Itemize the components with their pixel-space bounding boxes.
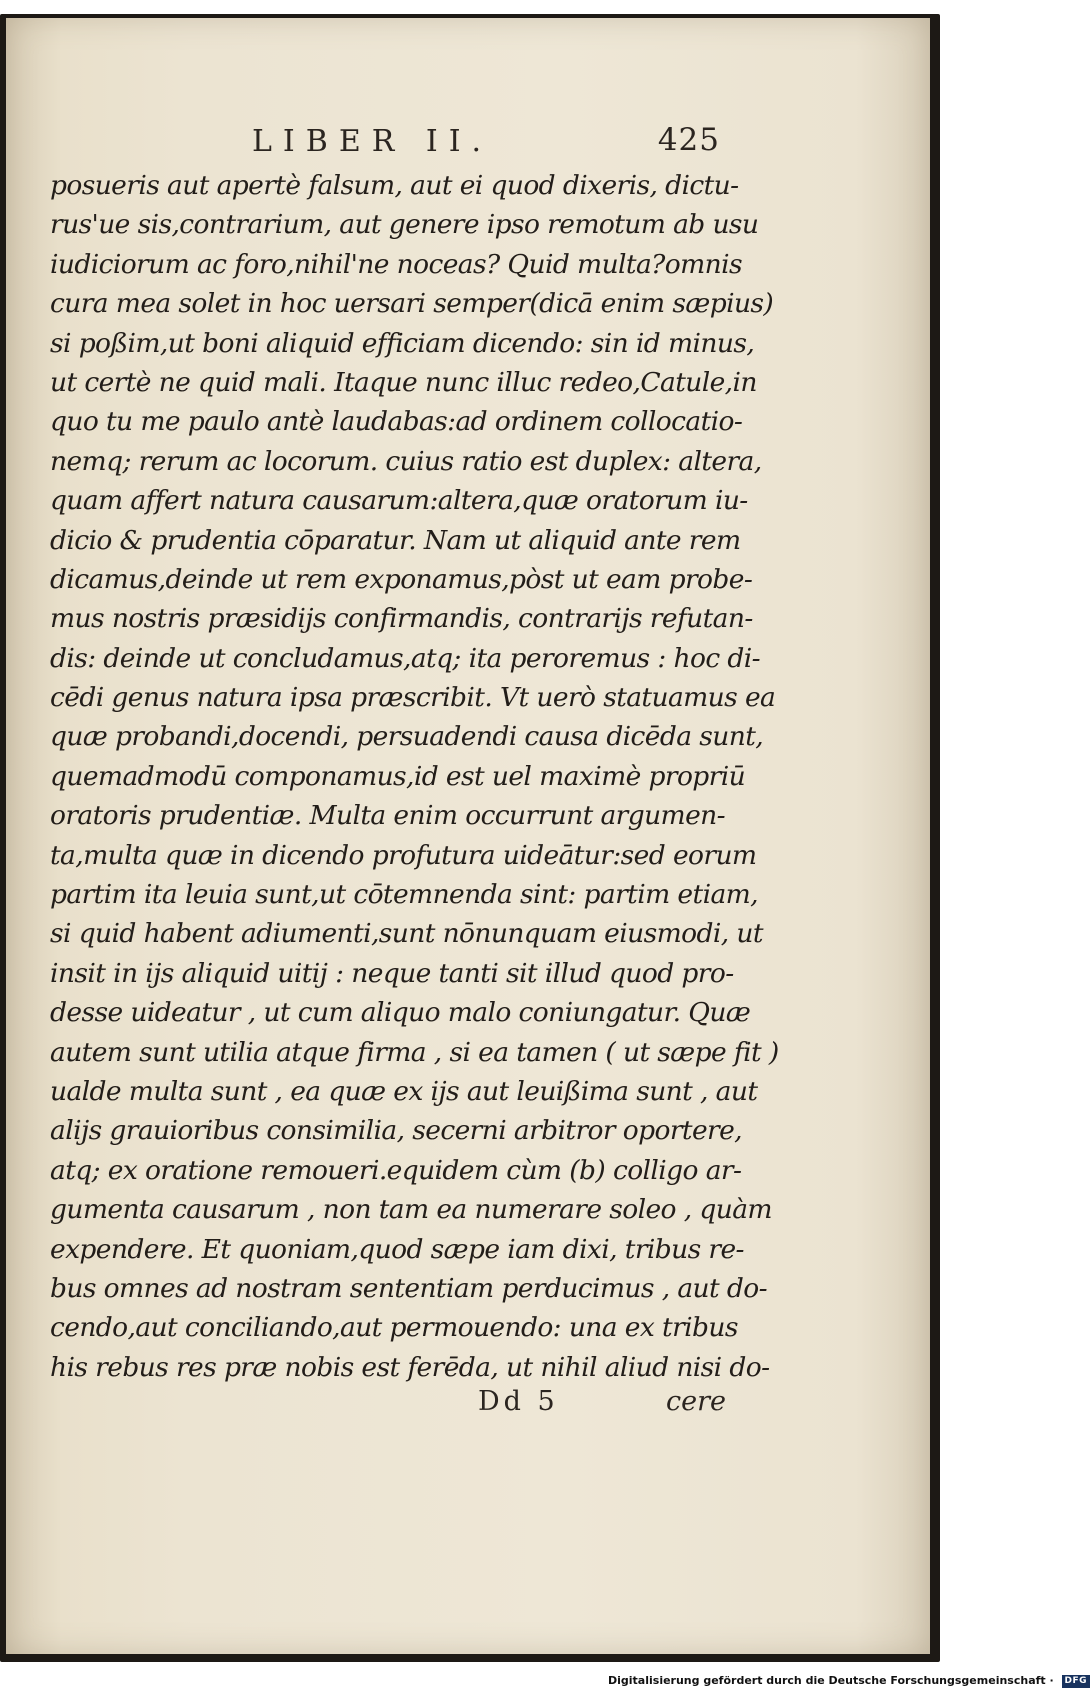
text-line: rus'ue sis,contrarium, aut genere ipso remotum ab usu	[50, 209, 759, 241]
text-line: quam affert natura causarum:altera,quæ oratorum iu-	[50, 485, 748, 517]
catchword: cere	[666, 1386, 726, 1417]
text-line: quo tu me paulo antè laudabas:ad ordinem collocatio-	[50, 406, 743, 438]
text-line: nemq; rerum ac locorum. cuius ratio est duplex: altera,	[50, 445, 762, 477]
dfg-logo: DFG	[1062, 1675, 1090, 1688]
text-line: iudiciorum ac foro,nihil'ne noceas? Quid multa?omnis	[50, 248, 743, 280]
text-line: dicamus,deinde ut rem exponamus,pòst ut eam probe-	[50, 563, 753, 595]
text-line: dis: deinde ut concludamus,atq; ita peroremus : hoc di-	[50, 642, 760, 674]
funding-text: Digitalisierung gefördert durch die Deutsche Forschungsgemeinschaft ·	[608, 1674, 1054, 1687]
text-line: quemadmodū componamus,id est uel maximè propriū	[50, 760, 746, 792]
text-line: expendere. Et quoniam,quod sæpe iam dixi, tribus re-	[50, 1233, 744, 1265]
text-line: posueris aut apertè falsum, aut ei quod dixeris, dictu-	[50, 170, 739, 201]
page-footer	[476, 1386, 726, 1422]
text-line: alijs grauioribus consimilia, secerni arbitror oportere,	[50, 1115, 743, 1147]
text-block	[50, 166, 779, 1387]
text-line: dicio & prudentia cōparatur. Nam ut aliquid ante rem	[50, 524, 741, 556]
book-page	[6, 18, 930, 1654]
text-line: atq; ex oratione remoueri.equidem cùm (b) colligo ar-	[50, 1154, 742, 1186]
signature-mark: Dd 5	[478, 1386, 559, 1417]
text-line: quæ probandi,docendi, persuadendi causa dicēda sunt,	[50, 721, 764, 753]
text-line: bus omnes ad nostram sententiam perducimus , aut do-	[50, 1272, 767, 1304]
text-line: ta,multa quæ in dicendo profutura uideātur:sed eorum	[50, 839, 757, 871]
text-line: desse uideatur , ut cum aliquo malo coniungatur. Quæ	[50, 997, 751, 1029]
running-head: LIBER II.	[252, 124, 493, 159]
page-header	[246, 124, 726, 164]
text-line: ualde multa sunt , ea quæ ex ijs aut leuißima sunt , aut	[50, 1075, 758, 1107]
page-number: 425	[657, 122, 720, 158]
text-line: his rebus res præ nobis est ferēda, ut nihil aliud nisi do-	[50, 1351, 770, 1383]
text-line: cura mea solet in hoc uersari semper(dicā enim sæpius)	[50, 288, 774, 320]
text-line: mus nostris præsidijs confirmandis, contrarijs refutan-	[50, 603, 753, 635]
text-line: ut certè ne quid mali. Itaque nunc illuc redeo,Catule,in	[50, 366, 757, 398]
text-line: si quid habent adiumenti,sunt nōnunquam eiusmodi, ut	[50, 918, 763, 950]
text-line: oratoris prudentiæ. Multa enim occurrunt argumen-	[50, 800, 725, 832]
text-line: autem sunt utilia atque firma , si ea tamen ( ut sæpe fit )	[50, 1036, 779, 1068]
text-line: gumenta causarum , non tam ea numerare soleo , quàm	[50, 1194, 772, 1226]
text-line: cendo,aut conciliando,aut permouendo: una ex tribus	[50, 1312, 738, 1344]
text-line: insit in ijs aliquid uitij : neque tanti sit illud quod pro-	[50, 957, 734, 989]
text-line: cēdi genus natura ipsa præscribit. Vt uerò statuamus ea	[50, 682, 776, 714]
text-line: si poßim,ut boni aliquid efficiam dicendo: sin id minus,	[50, 327, 755, 359]
funding-note	[608, 1671, 1090, 1691]
text-line: partim ita leuia sunt,ut cōtemnenda sint: partim etiam,	[50, 879, 758, 911]
